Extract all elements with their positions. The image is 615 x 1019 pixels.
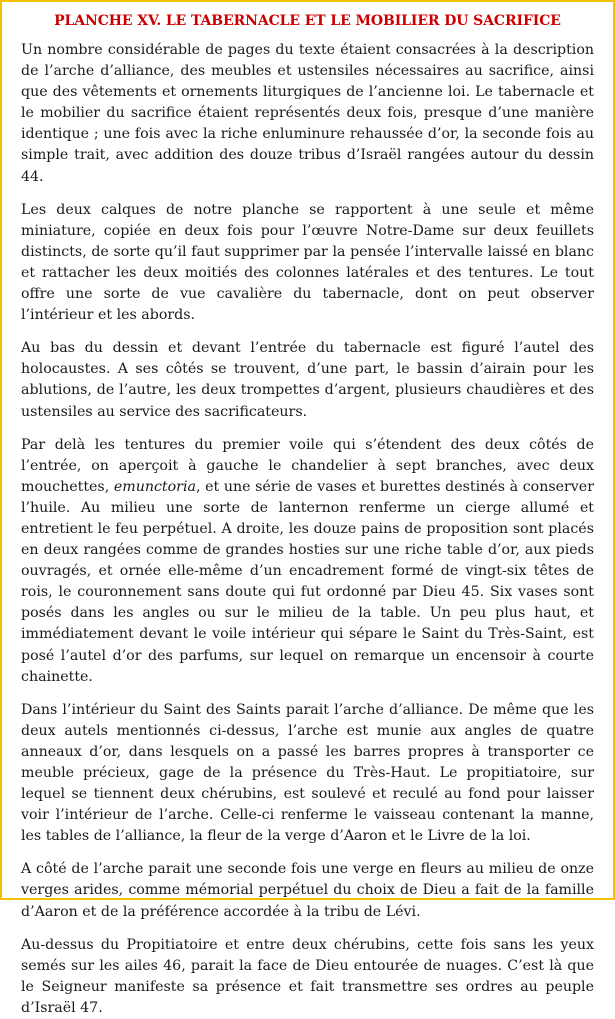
paragraph-4 bbox=[21, 435, 594, 688]
paragraph-5: Dans l’intérieur du Saint des Saints parait l’arche d’alliance. De même que les deux autels mentionnés ci-dessus, l’arche est munie aux angles de quatre anneaux d’or, dans lesquels on a passé les barres propres à transporter ce meuble précieux, gage de la présence du Très-Haut. Le propitiatoire, sur lequel se tiennent deux chérubins, est soulevé et reculé au fond pour laisser voir l’intérieur de l’arche. Celle-ci renferme le vaisseau contenant la manne, les tables de l’alliance, la fleur de la verge d’Aaron et le Livre de la loi. bbox=[21, 701, 594, 845]
page-title: PLANCHE XV. LE TABERNACLE ET LE MOBILIER DU SACRIFICE bbox=[54, 13, 561, 29]
paragraph-1: Un nombre considérable de pages du texte étaient consacrées à la description de l’arche d’alliance, des meubles et ustensiles nécessaires au sacrifice, ainsi que des vêtements et ornements liturgiques de l’ancienne loi. Le tabernacle et le mobilier du sacrifice étaient représentés deux fois, presque d’une manière identique ; une fois avec la riche enluminure rehaussée d’or, la seconde fois au simple trait, avec addition des douze tribus d’Israël rangées autour du dessin 44. bbox=[21, 42, 594, 185]
paragraph-4-text-before: Par delà les tentures du premier voile qui s’étendent des deux côtés de l’entrée, on aperçoit à gauche le chandelier à sept branches, avec deux mouchettes, bbox=[21, 436, 594, 495]
paragraph-2: Les deux calques de notre planche se rapportent à une seule et même miniature, copiée en deux fois pour l’œuvre Notre-Dame sur deux feuillets distincts, de sorte qu’il faut supprimer par la pensée l’intervalle laissé en blanc et rattacher les deux moitiés des colonnes latérales et des tentures. Le tout offre une sorte de vue cavalière du tabernacle, dont on peut observer l’intérieur et les abords. bbox=[21, 201, 594, 324]
paragraph-3: Au bas du dessin et devant l’entrée du tabernacle est figuré l’autel des holocaustes. A ses côtés se trouvent, d’une part, le bassin d’airain pour les ablutions, de l’autre, les deux trompettes d’argent, plusieurs chaudières et des ustensiles au service des sacrificateurs. bbox=[21, 340, 594, 420]
paragraph-4-text-after: , et une série de vases et burettes destinés à conserver l’huile. Au milieu une sorte de lanternon renferme un cierge allumé et entretient le feu perpétuel. A droite, les douze pains de proposition sont placés en deux rangées comme de grandes hosties sur une riche table d’or, aux pieds ouvragés, et ornée elle-même d’un encadrement formé de vingt-six têtes de rois, le couronnement sans doute qui fut ordonné par Dieu 45. Six vases sont posés dans les angles ou sur le milieu de la table. Un peu plus haut, et immédiatement devant le voile intérieur qui sépare le Saint du Très-Saint, est posé l’autel d’or des parfums, sur lequel on remarque un encensoir à courte chainette. bbox=[21, 478, 594, 685]
paragraph-6: A côté de l’arche parait une seconde fois une verge en fleurs au milieu de onze verges arides, comme mémorial perpétuel du choix de Dieu a fait de la famille d’Aaron et de la préférence accordée à la tribu de Lévi. bbox=[21, 861, 594, 920]
paragraph-7: Au-dessus du Propitiatoire et entre deux chérubins, cette fois sans les yeux semés sur les ailes 46, parait la face de Dieu entourée de nuages. C’est là que le Seigneur manifeste sa présence et fait transmettre ses ordres au peuple d’Israël 47. bbox=[21, 936, 594, 1016]
paragraph-4-italic-term: emunctoria bbox=[113, 478, 196, 495]
